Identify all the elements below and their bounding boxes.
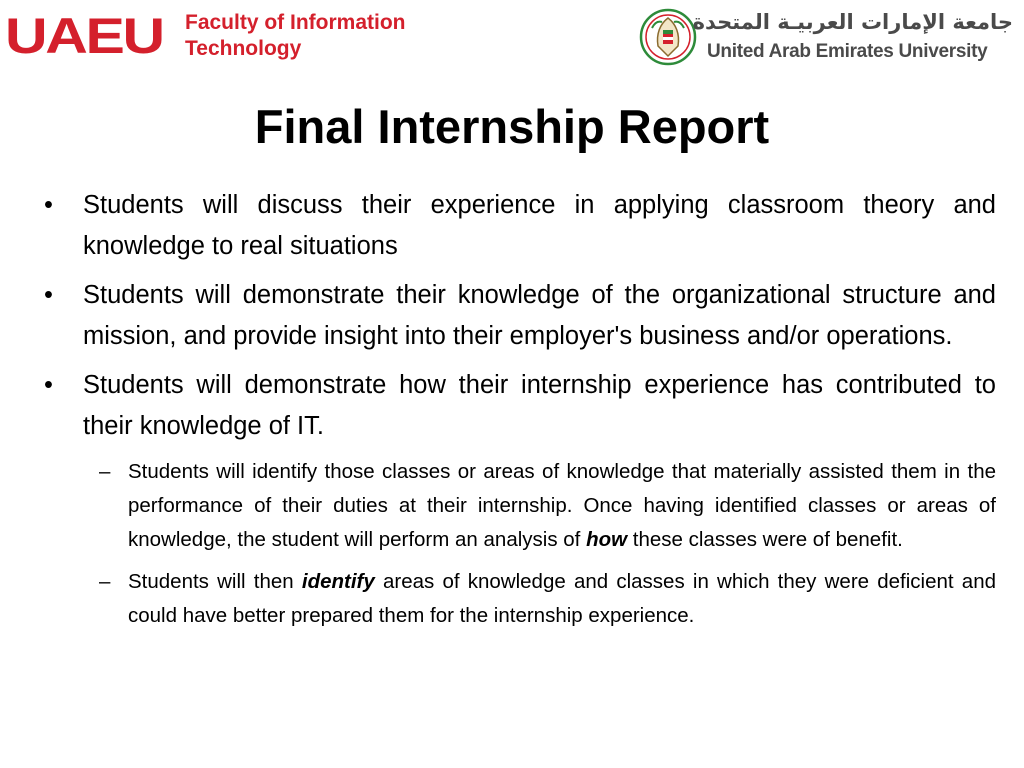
slide-header — [0, 0, 1024, 80]
university-name-arabic: جامعة الإمارات العربيـة المتحدة — [692, 10, 1013, 34]
slide-title: Final Internship Report — [254, 100, 770, 153]
bullet-item: • Students will demonstrate how their internship experience has contributed to their knowledge of IT. — [44, 365, 996, 447]
bullet-item: • Students will discuss their experience in applying classroom theory and knowledge to real situations — [44, 185, 996, 267]
uaeu-logo: UAEU — [5, 8, 163, 64]
dash-marker: – — [99, 460, 111, 483]
faculty-name — [185, 10, 406, 62]
sub-bullet-text: these classes were of benefit. — [627, 528, 903, 551]
sub-bullet-item — [44, 565, 996, 633]
faculty-line-1: Faculty of Information — [185, 11, 406, 34]
sub-bullet-text: Students will identify those classes or areas of knowledge that materially assisted them in the performance of their duties at their internship. Once having identified classes or areas of knowledge, the student will perform an analysis of — [128, 460, 996, 551]
sub-bullet-text: areas of knowledge and classes in which they were deficient and could have better prepared them for the internship experience. — [128, 570, 996, 627]
emphasis-text: identify — [301, 570, 375, 593]
faculty-line-2: Technology — [185, 37, 302, 60]
emphasis-text: how — [586, 528, 628, 551]
university-emblem-icon — [638, 6, 698, 68]
dash-marker: – — [99, 570, 111, 593]
university-name-english: United Arab Emirates University — [707, 41, 988, 62]
slide-content — [44, 185, 996, 641]
bullet-item: • Students will demonstrate their knowledge of the organizational structure and mission, and provide insight into their employer's business and/or operations. — [44, 275, 996, 357]
sub-bullet-text: Students will then — [128, 570, 302, 593]
sub-bullet-item — [44, 455, 996, 557]
